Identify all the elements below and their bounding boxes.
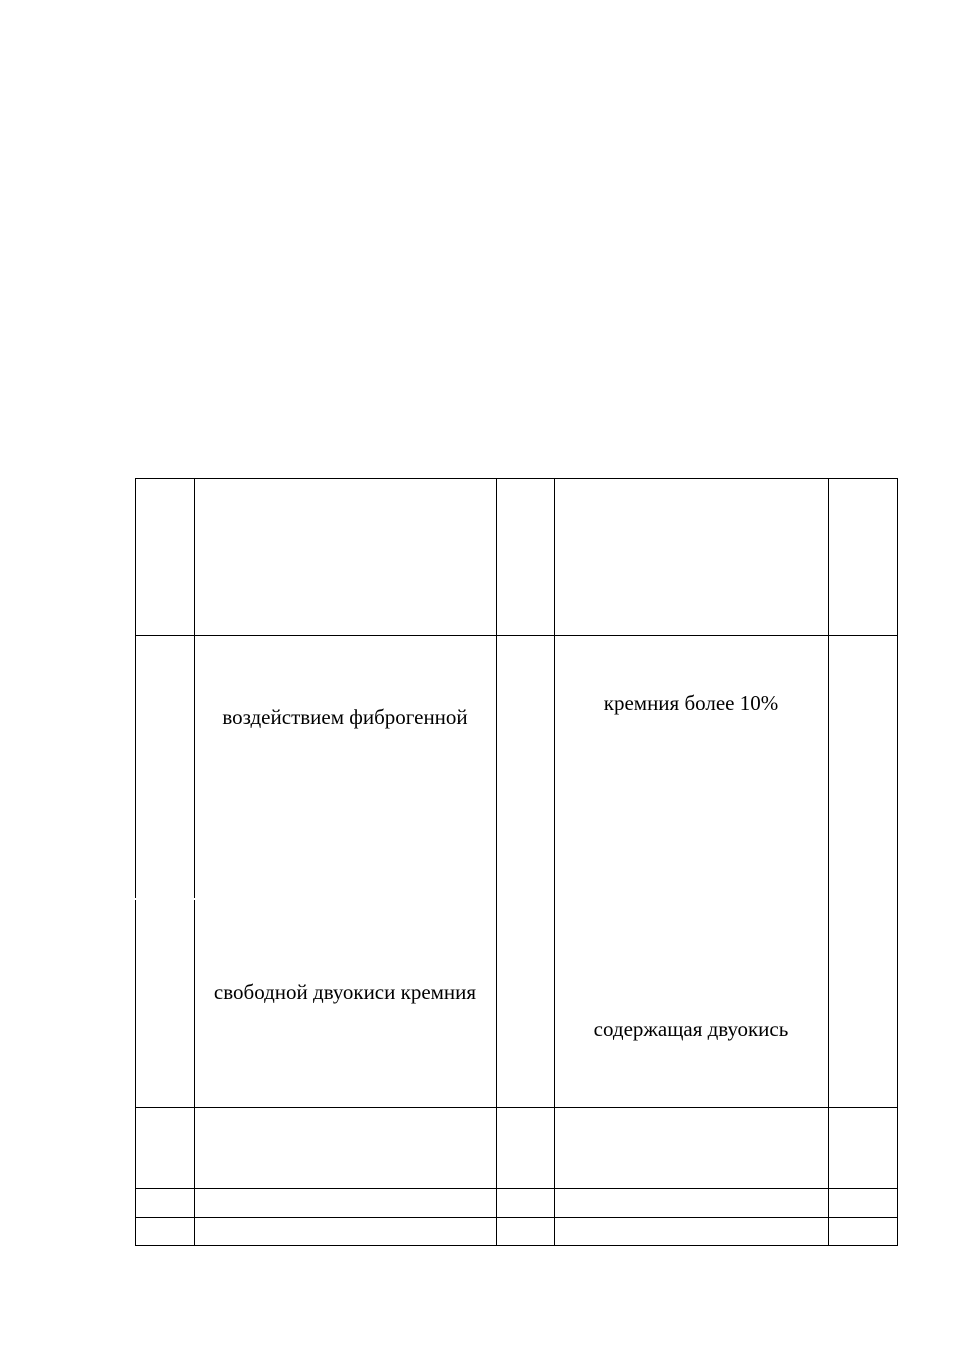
table-rule: [828, 478, 829, 1246]
table-rule: [554, 478, 555, 1246]
table-rule: [496, 478, 497, 1246]
table-rule: [135, 1188, 898, 1189]
table-rule: [135, 635, 898, 636]
table-cell-text: кремния более 10%: [603, 691, 779, 715]
table-rule: [135, 1107, 898, 1108]
table-rule: [135, 1217, 898, 1218]
table-rule: [135, 478, 136, 898]
table-cell-text: содержащая двуокись: [593, 1017, 789, 1041]
table-rule: [194, 478, 195, 898]
table-rule: [897, 478, 898, 1246]
table-cell-text: свободной двуокиси кремния: [213, 980, 477, 1004]
table-rule: [135, 478, 898, 479]
table-rule: [194, 900, 195, 1246]
table-cell-text: воздействием фиброгенной: [222, 705, 468, 729]
table-rule: [135, 1245, 898, 1246]
table-rule: [135, 900, 136, 1246]
